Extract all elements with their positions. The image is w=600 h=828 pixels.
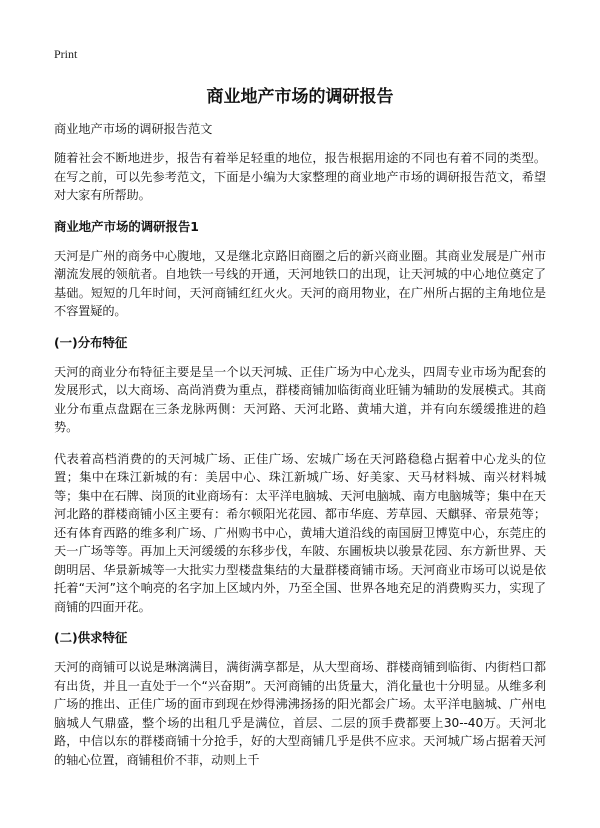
section-heading-distribution: (一)分布特征 [54,334,128,350]
document-body [54,120,546,782]
paragraph-overview: 天河是广州的商务中心腹地，又是继北京路旧商圈之后的新兴商业圈。其商业发展是广州市潮流发展的领航者。自地铁一号线的开通，天河地铁口的出现，让天河城的中心地位奠定了基础。短短的几年时间，天河商铺红红火火。天河的商用物业，在广州所占据的主角地位是不容置疑的。 [54,248,546,318]
document-subtitle: 商业地产市场的调研报告范文 [54,122,213,136]
report-heading: 商业地产市场的调研报告1 [54,218,199,234]
paragraph-supply-demand: 天河的商铺可以说是琳漓满目，满街满享都是，从大型商场、群楼商铺到临街、内街档口都有出货，并且一直处于一个“兴奋期”。天河商铺的出货量大，消化量也十分明显。从维多利广场的推出、正佳广场的面市到现在炒得沸沸扬扬的阳光都会广场。太平洋电脑城、广州电脑城人气鼎盛，整个场的出租几乎是满位，首层、二层的顶手费都要上30--40万。天河北路，中信以东的群楼商铺十分抢手，好的大型商铺几乎是供不应求。天河城广场占据着天河的轴心位置，商铺租价不菲，动则上千 [54,660,546,767]
paragraph-locations: 代表着高档消费的的天河城广场、正佳广场、宏城广场在天河路稳稳占据着中心龙头的位置；集中在珠江新城的有：美居中心、珠江新城广场、好美家、天马材料城、南兴材料城等；集中在石牌、岗顶的it业商场有：太平洋电脑城、天河电脑城、南方电脑城等；集中在天河北路的群楼商铺小区主要有：希尔顿阳光花园、都市华庭、芳草园、天麒驿、帝景苑等；还有体育西路的维多利广场、广州购书中心，黄埔大道沿线的南国厨卫博览中心，东莞庄的天一广场等等。再加上天河缓缓的东移步伐，车陂、东圃板块以骏景花园、东方新世界、天朗明居、华景新城等一大批实力型楼盘集结的大量群楼商铺市场。天河商业市场可以说是依托着“天河”这个响亮的名字加上区域内外，乃至全国、世界各地充足的消费购买力，实现了商铺的四面开花。 [54,451,546,614]
section-heading-supply-demand: (二)供求特征 [54,630,128,645]
print-label[interactable]: Print [54,47,78,61]
intro-paragraph: 随着社会不断地进步，报告有着举足轻重的地位，报告根据用途的不同也有着不同的类型。在写之前，可以先参考范文，下面是小编为大家整理的商业地产市场的调研报告范文，希望对大家有所帮助。 [54,151,546,202]
page-title: 商业地产市场的调研报告 [206,87,394,107]
paragraph-distribution: 天河的商业分布特征主要是呈一个以天河城、正佳广场为中心龙头，四周专业市场为配套的发展形式，以大商场、高尚消费为重点，群楼商铺加临街商业旺铺为辅助的发展模式。其商业分布重点盘踞在三条龙脉两侧：天河路、天河北路、黄埔大道，并有向东缓缓推进的趋势。 [54,364,546,434]
